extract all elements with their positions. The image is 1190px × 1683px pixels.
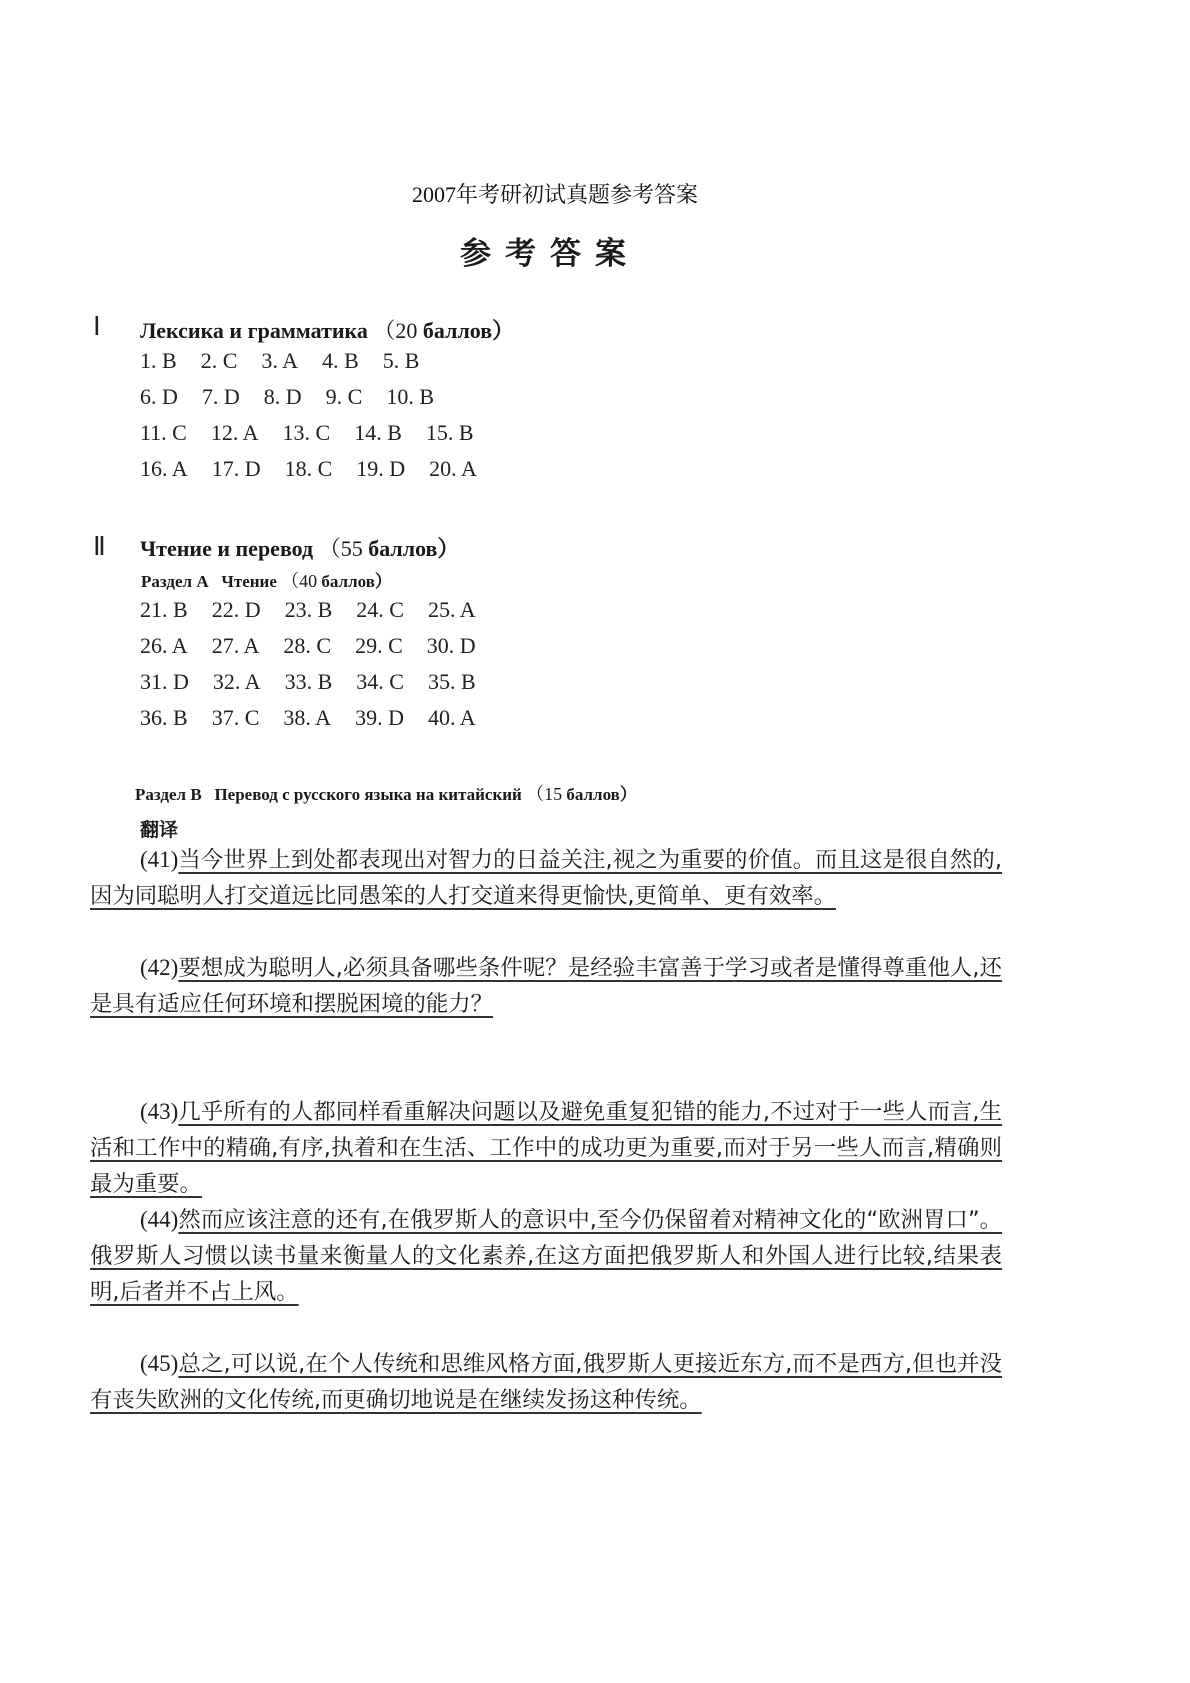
answer-item: 3. A (261, 348, 299, 373)
answer-item: 18. C (284, 456, 333, 481)
translation-paragraph (90, 950, 1002, 1022)
translation-paragraph (90, 1346, 1002, 1418)
answer-item: 23. B (284, 597, 333, 622)
answer-item: 24. C (356, 597, 404, 622)
section-1-points: （20 (373, 318, 418, 343)
section-1-title: Лексика и грамматика (140, 318, 368, 343)
answer-row (140, 705, 500, 731)
paragraph-number: (42) (140, 955, 179, 980)
translation-label: 翻译 (140, 819, 179, 841)
answer-item: 27. A (211, 633, 260, 658)
section-1-unit: баллов） (422, 318, 515, 343)
part-a-unit: баллов） (321, 572, 392, 591)
answer-item: 14. B (354, 420, 402, 445)
answer-row (140, 348, 443, 374)
answer-item: 9. C (325, 384, 363, 409)
section-1-numeral: Ⅰ (93, 312, 101, 341)
paragraph-number: (44) (140, 1207, 179, 1232)
answer-item: 34. C (356, 669, 404, 694)
answer-item: 12. A (210, 420, 259, 445)
part-a-title: Чтение (221, 572, 277, 591)
paragraph-text: 要想成为聪明人,必须具备哪些条件呢？是经验丰富善于学习或者是懂得尊重他人,还是具有适应任何环境和摆脱困境的能力？ (90, 955, 1002, 1017)
answer-item: 38. A (283, 705, 332, 730)
paragraph-text: 然而应该注意的还有,在俄罗斯人的意识中,至今仍保留着对精神文化的“欧洲胃口”。俄罗斯人习惯以读书量来衡量人的文化素养,在这方面把俄罗斯人和外国人进行比较,结果表明,后者并不占上风。 (90, 1207, 1002, 1305)
answer-item: 7. D (201, 384, 240, 409)
answer-item: 20. A (429, 456, 477, 481)
section-2-heading (140, 532, 459, 563)
part-a-heading (141, 567, 392, 593)
answer-item: 19. D (356, 456, 406, 481)
part-b-heading (135, 780, 637, 806)
paragraph-number: (43) (140, 1099, 179, 1124)
answer-item: 16. A (140, 456, 188, 481)
answer-item: 35. B (427, 669, 476, 694)
answer-item: 40. A (427, 705, 476, 730)
part-a-points: （40 (281, 571, 318, 591)
answer-row (140, 633, 500, 659)
page-title: 参考答案 (460, 236, 640, 272)
section-2-title: Чтение и перевод (140, 536, 314, 561)
part-b-title: Перевод с русского языка на китайский (214, 785, 522, 804)
paragraph-number: (41) (140, 847, 179, 872)
translation-paragraph (90, 1202, 1002, 1310)
section-2-points: （55 (318, 536, 363, 561)
answer-item: 26. A (140, 633, 188, 658)
answer-item: 8. D (263, 384, 302, 409)
paragraph-text: 当今世界上到处都表现出对智力的日益关注,视之为重要的价值。而且这是很自然的,因为同聪明人打交道远比同愚笨的人打交道来得更愉快,更简单、更有效率。 (90, 847, 1002, 909)
answer-row (140, 669, 500, 695)
part-a-label: Раздел А (141, 572, 209, 591)
answer-item: 30. D (426, 633, 476, 658)
answer-item: 15. B (425, 420, 474, 445)
answer-row (140, 456, 501, 482)
answer-item: 25. A (427, 597, 476, 622)
paragraph-number: (45) (140, 1351, 179, 1376)
paragraph-text: 总之,可以说,在个人传统和思维风格方面,俄罗斯人更接近东方,而不是西方,但也并没有丧失欧洲的文化传统,而更确切地说是在继续发扬这种传统。 (90, 1351, 1002, 1413)
answer-item: 4. B (322, 348, 359, 373)
section-1-heading (140, 314, 514, 345)
answer-item: 6. D (140, 384, 178, 409)
answer-item: 21. B (140, 597, 188, 622)
part-b-label: Раздел В (135, 785, 202, 804)
answer-item: 29. C (355, 633, 403, 658)
answer-item: 36. B (140, 705, 188, 730)
answer-item: 11. C (140, 420, 187, 445)
answer-row (140, 384, 458, 410)
answer-item: 17. D (211, 456, 261, 481)
answer-item: 31. D (140, 669, 189, 694)
translation-paragraph (90, 1094, 1002, 1202)
section-2-unit: баллов） (368, 536, 460, 561)
answer-item: 33. B (284, 669, 333, 694)
answer-row (140, 597, 500, 623)
answer-item: 2. C (200, 348, 238, 373)
answer-item: 5. B (382, 348, 420, 373)
part-b-unit: баллов） (566, 785, 637, 804)
answer-item: 39. D (355, 705, 404, 730)
document-header: 2007年考研初试真题参考答案 (411, 182, 698, 207)
answer-item: 13. C (282, 420, 331, 445)
answer-row (140, 420, 498, 446)
section-2-numeral: Ⅱ (93, 532, 106, 561)
answer-item: 28. C (283, 633, 332, 658)
answer-item: 32. A (212, 669, 261, 694)
answer-item: 1. B (140, 348, 177, 373)
answer-item: 22. D (211, 597, 261, 622)
translation-paragraph (90, 842, 1002, 914)
paragraph-text: 几乎所有的人都同样看重解决问题以及避免重复犯错的能力,不过对于一些人而言,生活和工作中的精确,有序,执着和在生活、工作中的成功更为重要,而对于另一些人而言,精确则最为重要。 (90, 1099, 1002, 1197)
answer-item: 37. C (211, 705, 260, 730)
answer-item: 10. B (386, 384, 435, 409)
part-b-points: （15 (526, 784, 563, 804)
